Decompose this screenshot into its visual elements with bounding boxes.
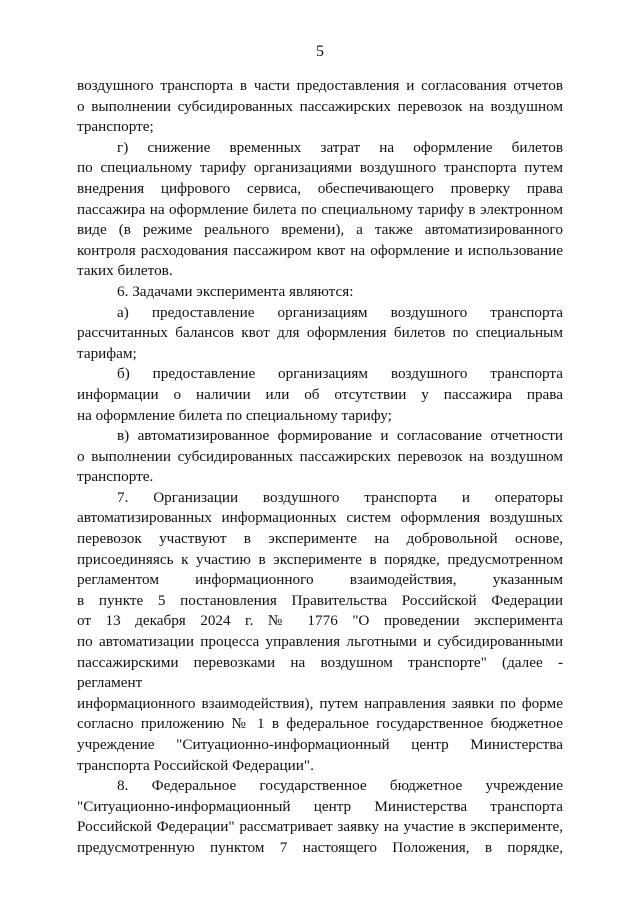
document-body [77, 76, 563, 859]
text-line: таких билетов. [77, 262, 173, 280]
text-line: в) автоматизированное формирование и согласование отчетности [117, 427, 563, 445]
text-line: от 13 декабря 2024 г. № 1776 "О проведении эксперимента [77, 612, 563, 630]
text-line: г) снижение временных затрат на оформление билетов [117, 138, 563, 156]
text-line: учреждение "Ситуационно-информационный центр Министерства [77, 736, 563, 753]
text-line: внедрения цифрового сервиса, обеспечивающего проверку права [77, 179, 563, 197]
text-line: 7. Организации воздушного транспорта и операторы [117, 488, 563, 506]
text-line: транспорта Российской Федерации". [77, 756, 314, 774]
text-line: предусмотренную пунктом 7 настоящего Положения, в порядке, [77, 838, 563, 856]
text-line: транспорте; [77, 118, 154, 136]
text-line: согласно приложению № 1 в федеральное государственное бюджетное [77, 715, 563, 733]
text-line: тарифам; [77, 344, 137, 362]
text-line: на оформление билета по специальному тарифу; [77, 406, 392, 424]
text-line: а) предоставление организациям воздушного транспорта [117, 303, 563, 321]
text-line: 6. Задачами эксперимента являются: [117, 282, 354, 300]
text-line: по автоматизации процесса управления льготными и субсидированными [77, 633, 563, 651]
text-line: б) предоставление организациям воздушного транспорта [117, 365, 563, 383]
text-line: "Ситуационно-информационный центр Министерства транспорта [77, 797, 563, 815]
text-line: регламентом информационного взаимодействия, указанным [77, 571, 563, 589]
text-line: по специальному тарифу организациями воздушного транспорта путем [77, 159, 563, 177]
page-number: 5 [316, 43, 324, 60]
text-line: виде (в режиме реального времени), а также автоматизированного [77, 221, 563, 239]
text-line: 8. Федеральное государственное бюджетное учреждение [117, 777, 563, 795]
text-line: информации о наличии или об отсутствии у пассажира права [77, 385, 563, 403]
text-line: о выполнении субсидированных пассажирских перевозок на воздушном [77, 447, 563, 465]
text-line: рассчитанных балансов квот для оформления билетов по специальным [77, 324, 563, 342]
text-line: воздушного транспорта в части предоставления и согласования отчетов [77, 77, 563, 94]
text-line: информационного взаимодействия), путем направления заявки по форме [77, 694, 563, 712]
text-line: Российской Федерации" рассматривает заявку на участие в эксперименте, [77, 818, 563, 836]
text-line: присоединяясь к участию в эксперименте в порядке, предусмотренном [77, 550, 563, 568]
text-line: транспорте. [77, 468, 154, 486]
text-line: автоматизированных информационных систем оформления воздушных [77, 509, 563, 527]
text-line: контроля расходования пассажиром квот на оформление и использование [77, 241, 563, 259]
text-line: пассажирскими перевозками на воздушном транспорте" (далее - регламент [77, 653, 563, 692]
text-line: в пункте 5 постановления Правительства Российской Федерации [77, 591, 563, 609]
text-line: перевозок участвуют в эксперименте на добровольной основе, [77, 530, 563, 548]
text-line: пассажира на оформление билета по специальному тарифу в электронном [77, 200, 563, 218]
text-line: о выполнении субсидированных пассажирских перевозок на воздушном [77, 97, 563, 115]
